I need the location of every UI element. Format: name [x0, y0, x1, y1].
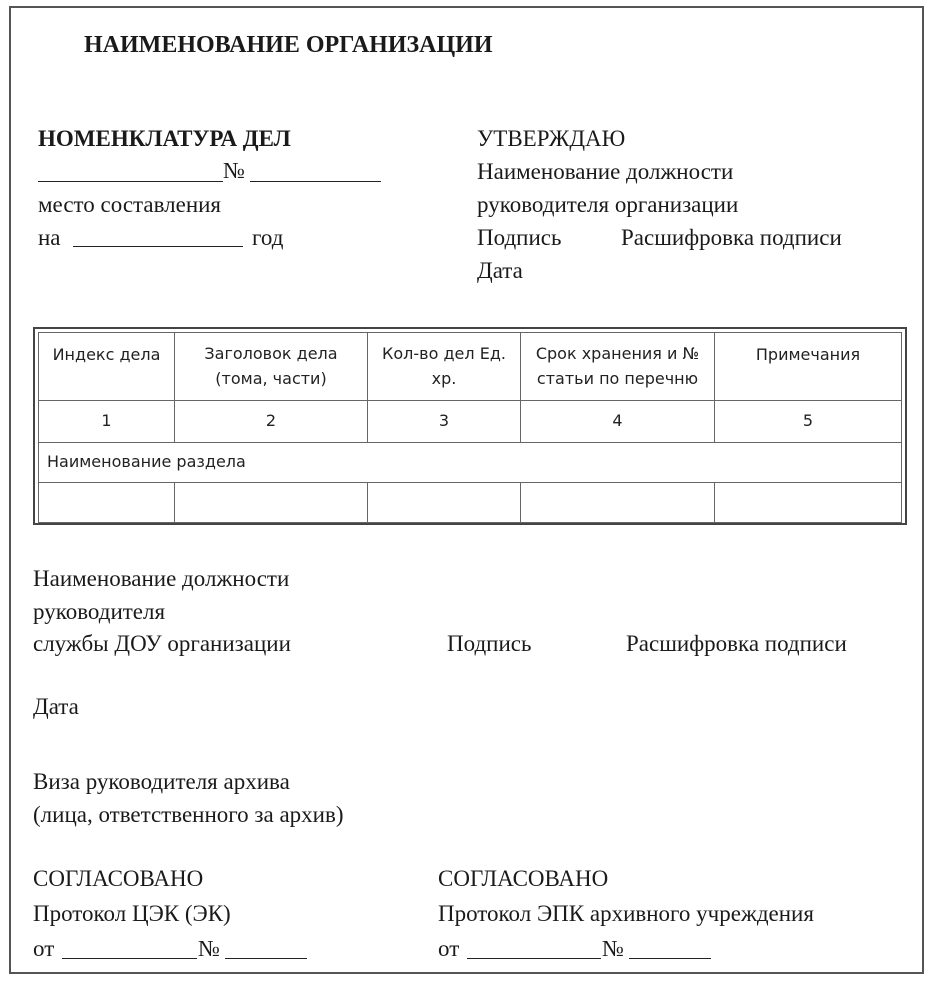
archive-visa-line1: Виза руководителя архива: [33, 769, 290, 794]
service-signature-decoding: Расшифровка подписи: [626, 631, 847, 656]
agreed-left-protocol: Протокол ЦЭК (ЭК): [33, 901, 231, 926]
header-index: Индекс дела: [39, 333, 175, 401]
agreed-right-protocol: Протокол ЭПК архивного учреждения: [438, 901, 814, 926]
table-row: [39, 483, 902, 523]
approval-title: УТВЕРЖДАЮ: [477, 126, 626, 151]
approval-signature-decoding: Расшифровка подписи: [621, 225, 842, 250]
agreed-right-title: СОГЛАСОВАНО: [438, 866, 609, 891]
column-number: 4: [521, 401, 715, 443]
agreed-right-date-line: [467, 958, 601, 959]
nomenclature-year-suffix: год: [252, 225, 284, 250]
column-number: 3: [368, 401, 521, 443]
service-date: Дата: [33, 694, 79, 719]
approval-position-line1: Наименование должности: [477, 159, 734, 184]
agreed-left-title: СОГЛАСОВАНО: [33, 866, 204, 891]
column-number: 2: [175, 401, 368, 443]
service-position-line2: руководителя: [33, 599, 166, 624]
nomenclature-table: [33, 327, 907, 525]
org-title: НАИМЕНОВАНИЕ ОРГАНИЗАЦИИ: [84, 32, 493, 58]
nomenclature-year-prefix: на: [38, 225, 61, 250]
header-storage-term: Срок хранения и № статьи по перечню: [521, 333, 715, 401]
section-name: Наименование раздела: [39, 443, 902, 483]
nomenclature-year-line: [73, 246, 243, 247]
agreed-left-number-line: [225, 958, 307, 959]
agreed-right-from: от: [438, 936, 460, 961]
nomenclature-date-line: [38, 181, 223, 182]
column-number: 5: [715, 401, 902, 443]
table-cell: [39, 483, 175, 523]
agreed-left-from: от: [33, 936, 55, 961]
approval-position-line2: руководителя организации: [477, 192, 739, 217]
column-number: 1: [39, 401, 175, 443]
agreed-left-number-sign: №: [198, 936, 220, 961]
service-signature: Подпись: [447, 631, 532, 656]
archive-visa-line2: (лица, ответственного за архив): [33, 802, 344, 827]
service-position-line1: Наименование должности: [33, 566, 290, 591]
agreed-left-date-line: [62, 958, 197, 959]
agreed-right-number-sign: №: [602, 936, 624, 961]
table-cell: [175, 483, 368, 523]
approval-date: Дата: [477, 258, 523, 283]
service-position-line3: службы ДОУ организации: [33, 631, 291, 656]
nomenclature-number-sign: №: [223, 158, 245, 183]
table-header-row: [39, 333, 902, 401]
table-number-row: [39, 401, 902, 443]
approval-signature: Подпись: [477, 225, 562, 250]
header-title: Заголовок дела (тома, части): [175, 333, 368, 401]
table-cell: [521, 483, 715, 523]
header-notes: Примечания: [715, 333, 902, 401]
nomenclature-place: место составления: [38, 192, 222, 217]
nomenclature-title: НОМЕНКЛАТУРА ДЕЛ: [38, 126, 291, 151]
header-count: Кол-во дел Ед. хр.: [368, 333, 521, 401]
table-section-row: [39, 443, 902, 483]
agreed-right-number-line: [629, 958, 711, 959]
table-cell: [715, 483, 902, 523]
nomenclature-number-line: [250, 181, 381, 182]
table-cell: [368, 483, 521, 523]
